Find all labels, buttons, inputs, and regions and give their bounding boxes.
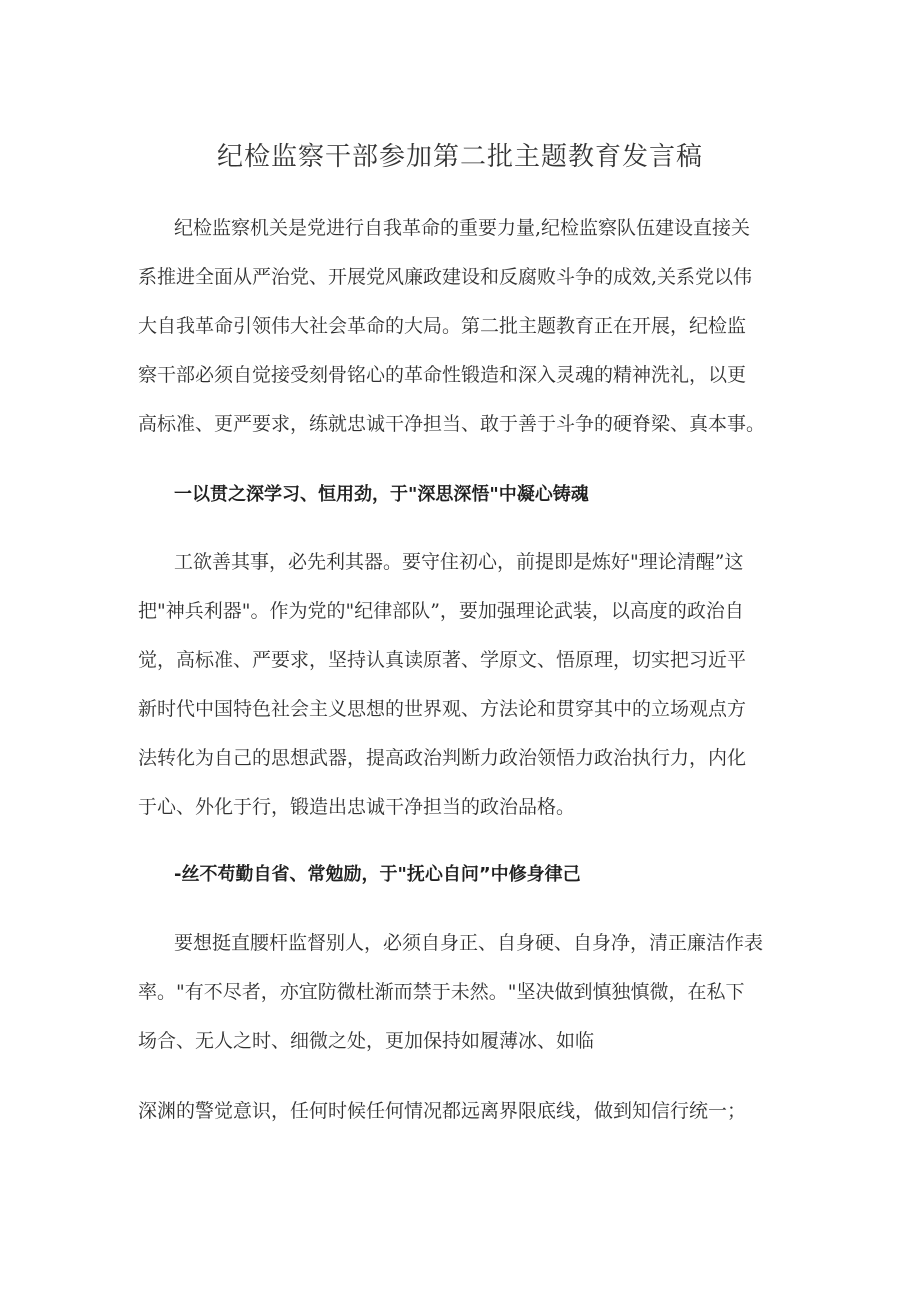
section1-line: 新时代中国特色社会主义思想的世界观、方法论和贯穿其中的立场观点方	[138, 698, 747, 720]
intro-line: 纪检监察机关是党进行自我革命的重要力量,纪检监察队伍建设直接关	[174, 217, 751, 239]
section2-line: 场合、无人之时、细微之处，更加保持如履薄冰、如临	[138, 1030, 595, 1052]
intro-line: 系推进全面从严治党、开展党风廉政建设和反腐败斗争的成效,关系党以伟	[138, 266, 753, 288]
section2-line: 要想挺直腰杆监督别人，必须自身正、自身硬、自身净，清正廉洁作表	[174, 932, 764, 954]
intro-line: 察干部必须自觉接受刻骨铭心的革命性锻造和深入灵魂的精神洗礼，以更	[138, 364, 747, 386]
document-title: 纪检监察干部参加第二批主题教育发言稿	[216, 142, 703, 172]
section1-line: 工欲善其事，必先利其器。要守住初心，前提即是炼好"理论清醒”这	[174, 551, 744, 573]
intro-line: 大自我革命引领伟大社会革命的大局。第二批主题教育正在开展，纪检监	[138, 315, 747, 337]
section1-heading: 一以贯之深学习、恒用劲，于"深思深悟"中凝心铸魂	[174, 484, 589, 505]
section1-line: 把"神兵利器"。作为党的"纪律部队”，要加强理论武装，以高度的政治自	[138, 600, 744, 622]
section1-line: 法转化为自己的思想武器，提高政治判断力政治领悟力政治执行力，内化	[138, 747, 747, 769]
section1-line: 觉，高标准、严要求，坚持认真读原著、学原文、悟原理，切实把习近平	[138, 649, 747, 671]
section1-line: 于心、外化于行，锻造出忠诚干净担当的政治品格。	[138, 796, 576, 818]
intro-line: 高标准、更严要求，练就忠诚干净担当、敢于善于斗争的硬脊梁、真本事。	[138, 413, 766, 435]
continuation-line: 深渊的警觉意识，任何时候任何情况都远离界限底线，做到知信行统一；	[138, 1100, 747, 1122]
section2-heading: -丝不苟勤自省、常勉励，于"抚心自问”中修身律己	[174, 864, 581, 885]
section2-line: 率。"有不尽者，亦宜防微杜渐而禁于未然。"坚决做到慎独慎微，在私下	[138, 981, 745, 1003]
